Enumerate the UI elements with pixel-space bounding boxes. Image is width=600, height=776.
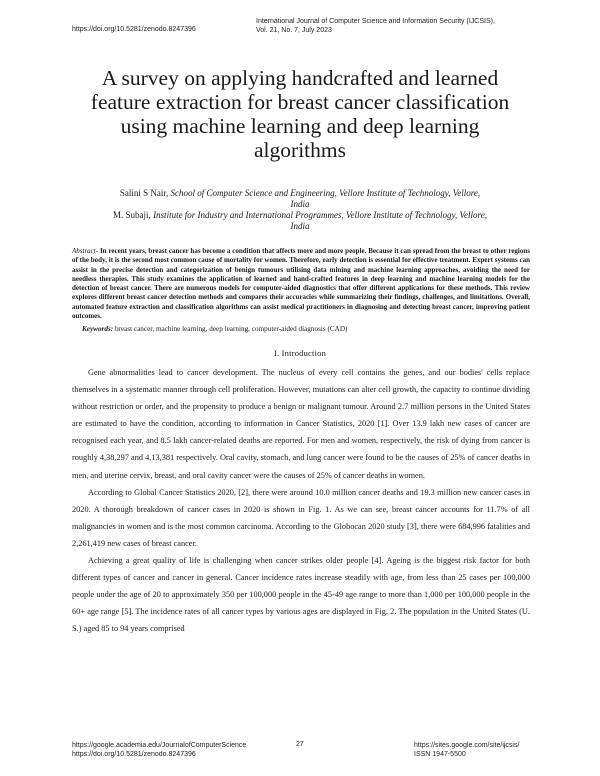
author-entry [80, 210, 520, 221]
journal-name: International Journal of Computer Science and Information Security (IJCSIS), [256, 18, 495, 25]
section-heading: I. Introduction [273, 348, 327, 358]
author-name: Salini S Nair, [119, 188, 169, 198]
paper-title [56, 66, 544, 162]
title-line: using machine learning and deep learning [120, 114, 480, 138]
footer-right [414, 741, 519, 759]
abstract-label: Abstract- [72, 247, 99, 255]
footer-doi-link[interactable]: https://doi.org/10.5281/zenodo.8247396 [72, 751, 196, 758]
keywords-text: breast cancer, machine learning, deep learning, computer-aided diagnosis (CAD) [114, 325, 348, 333]
footer-site-link[interactable]: https://sites.google.com/site/ijcsis/ [414, 742, 520, 749]
footer-academia-link[interactable]: https://google.academia.edu/JournalofComputerScience [72, 742, 247, 749]
page-number: 27 [296, 741, 304, 748]
abstract [72, 247, 530, 321]
title-line: A survey on applying handcrafted and learned [101, 66, 499, 90]
author-affiliation: School of Computer Science and Engineering, Vellore Institute of Technology, Vellore, [170, 188, 481, 198]
body-text [72, 364, 530, 638]
keywords [82, 325, 530, 334]
paragraph: According to Global Cancer Statistics 2020, [2], there were around 10.0 million cancer deaths and 19.3 million new cancer cases in 2020. A thorough breakdown of cancer cases in 2020 is shown in Fig. 1. As we can see, breast cancer accounts for 11.7% of all malignancies in women and is the most common carcinoma. According to the Globocan 2020 study [3], there were 684,996 fatalities and 2,261,419 new cases of breast cancer. [72, 487, 530, 548]
author-name: M. Subaji, [113, 210, 151, 220]
author-country: India [290, 221, 310, 231]
journal-header [256, 17, 556, 35]
paragraph: Achieving a great quality of life is challenging when cancer strikes older people [4]. Ageing is the biggest risk factor for both different types of cancer and cancer in general. Cancer incidence rates increase steadily with age, from less than 25 cases per 100,000 people under the age of 20 to approximately 350 per 100,000 people in the 45-49 age range to more than 1,000 per 100,000 people in the 60+ age range [5]. The incidence rates of all cancer types by various ages are displayed in Fig. 2. The population in the United States (U. S.) aged 85 to 94 years comprised [72, 556, 530, 634]
title-line: feature extraction for breast cancer classification [90, 90, 510, 114]
keywords-label: Keywords: [82, 325, 114, 333]
header-doi[interactable]: https://doi.org/10.5281/zenodo.8247396 [72, 26, 196, 33]
author-entry [80, 188, 520, 199]
footer-issn: ISSN 1947-5500 [414, 751, 466, 758]
footer-left [72, 741, 246, 759]
author-country: India [290, 199, 310, 209]
paragraph: Gene abnormalities lead to cancer development. The nucleus of every cell contains the genes, and our bodies' cells replace themselves in a systematic manner through cell proliferation. However, mutations can alter cell growth, the capacity to continue dividing without restriction or order, and the propensity to produce a benign or malignant tumour. Around 2.7 million persons in the United States are estimated to have the condition, according to information in Cancer Statistics, 2020 [1]. Over 13.9 lakh new cases of cancer are recognised each year, and 8.5 lakh cancer-related deaths are reported. For men and women, respectively, the risk of dying from cancer is roughly 4,38,297 and 4,13,381 respectively. Oral cavity, stomach, and lung cancer were found to be the causes of 25% of cancer deaths in men, and uterine cervix, breast, and oral cavity cancer were the causes of 25% of cancer deaths in women. [72, 368, 530, 480]
abstract-text: In recent years, breast cancer has become a condition that affects more and more people. Because it can spread from the breast to other regions of the body, it is the second most common cause of mortality for women. Therefore, early detection is essential for effective treatment. Expert systems can assist in the precise detection and categorization of benign tumours utilising data mining and machine learning approaches, avoiding the need for needless therapies. This study examines the application of learned and hand-crafted features in deep learning and machine learning models for the detection of breast cancer. There are numerous models for computer-aided diagnostics that offer different applications for these methods. This review explores different breast cancer detection methods and compares their accuracies while summarizing their findings, challenges, and limitations. Overall, automated feature extraction and classification algorithms can assist medical practitioners in diagnosing and detecting breast cancer, improving patient outcomes. [72, 247, 530, 321]
journal-volume: Vol. 21, No. 7, July 2023 [256, 27, 332, 34]
author-affiliation: Institute for Industry and International Programmes, Vellore Institute of Technology, Vellore, [153, 210, 487, 220]
author-list [80, 188, 520, 232]
title-line: algorithms [254, 138, 346, 162]
